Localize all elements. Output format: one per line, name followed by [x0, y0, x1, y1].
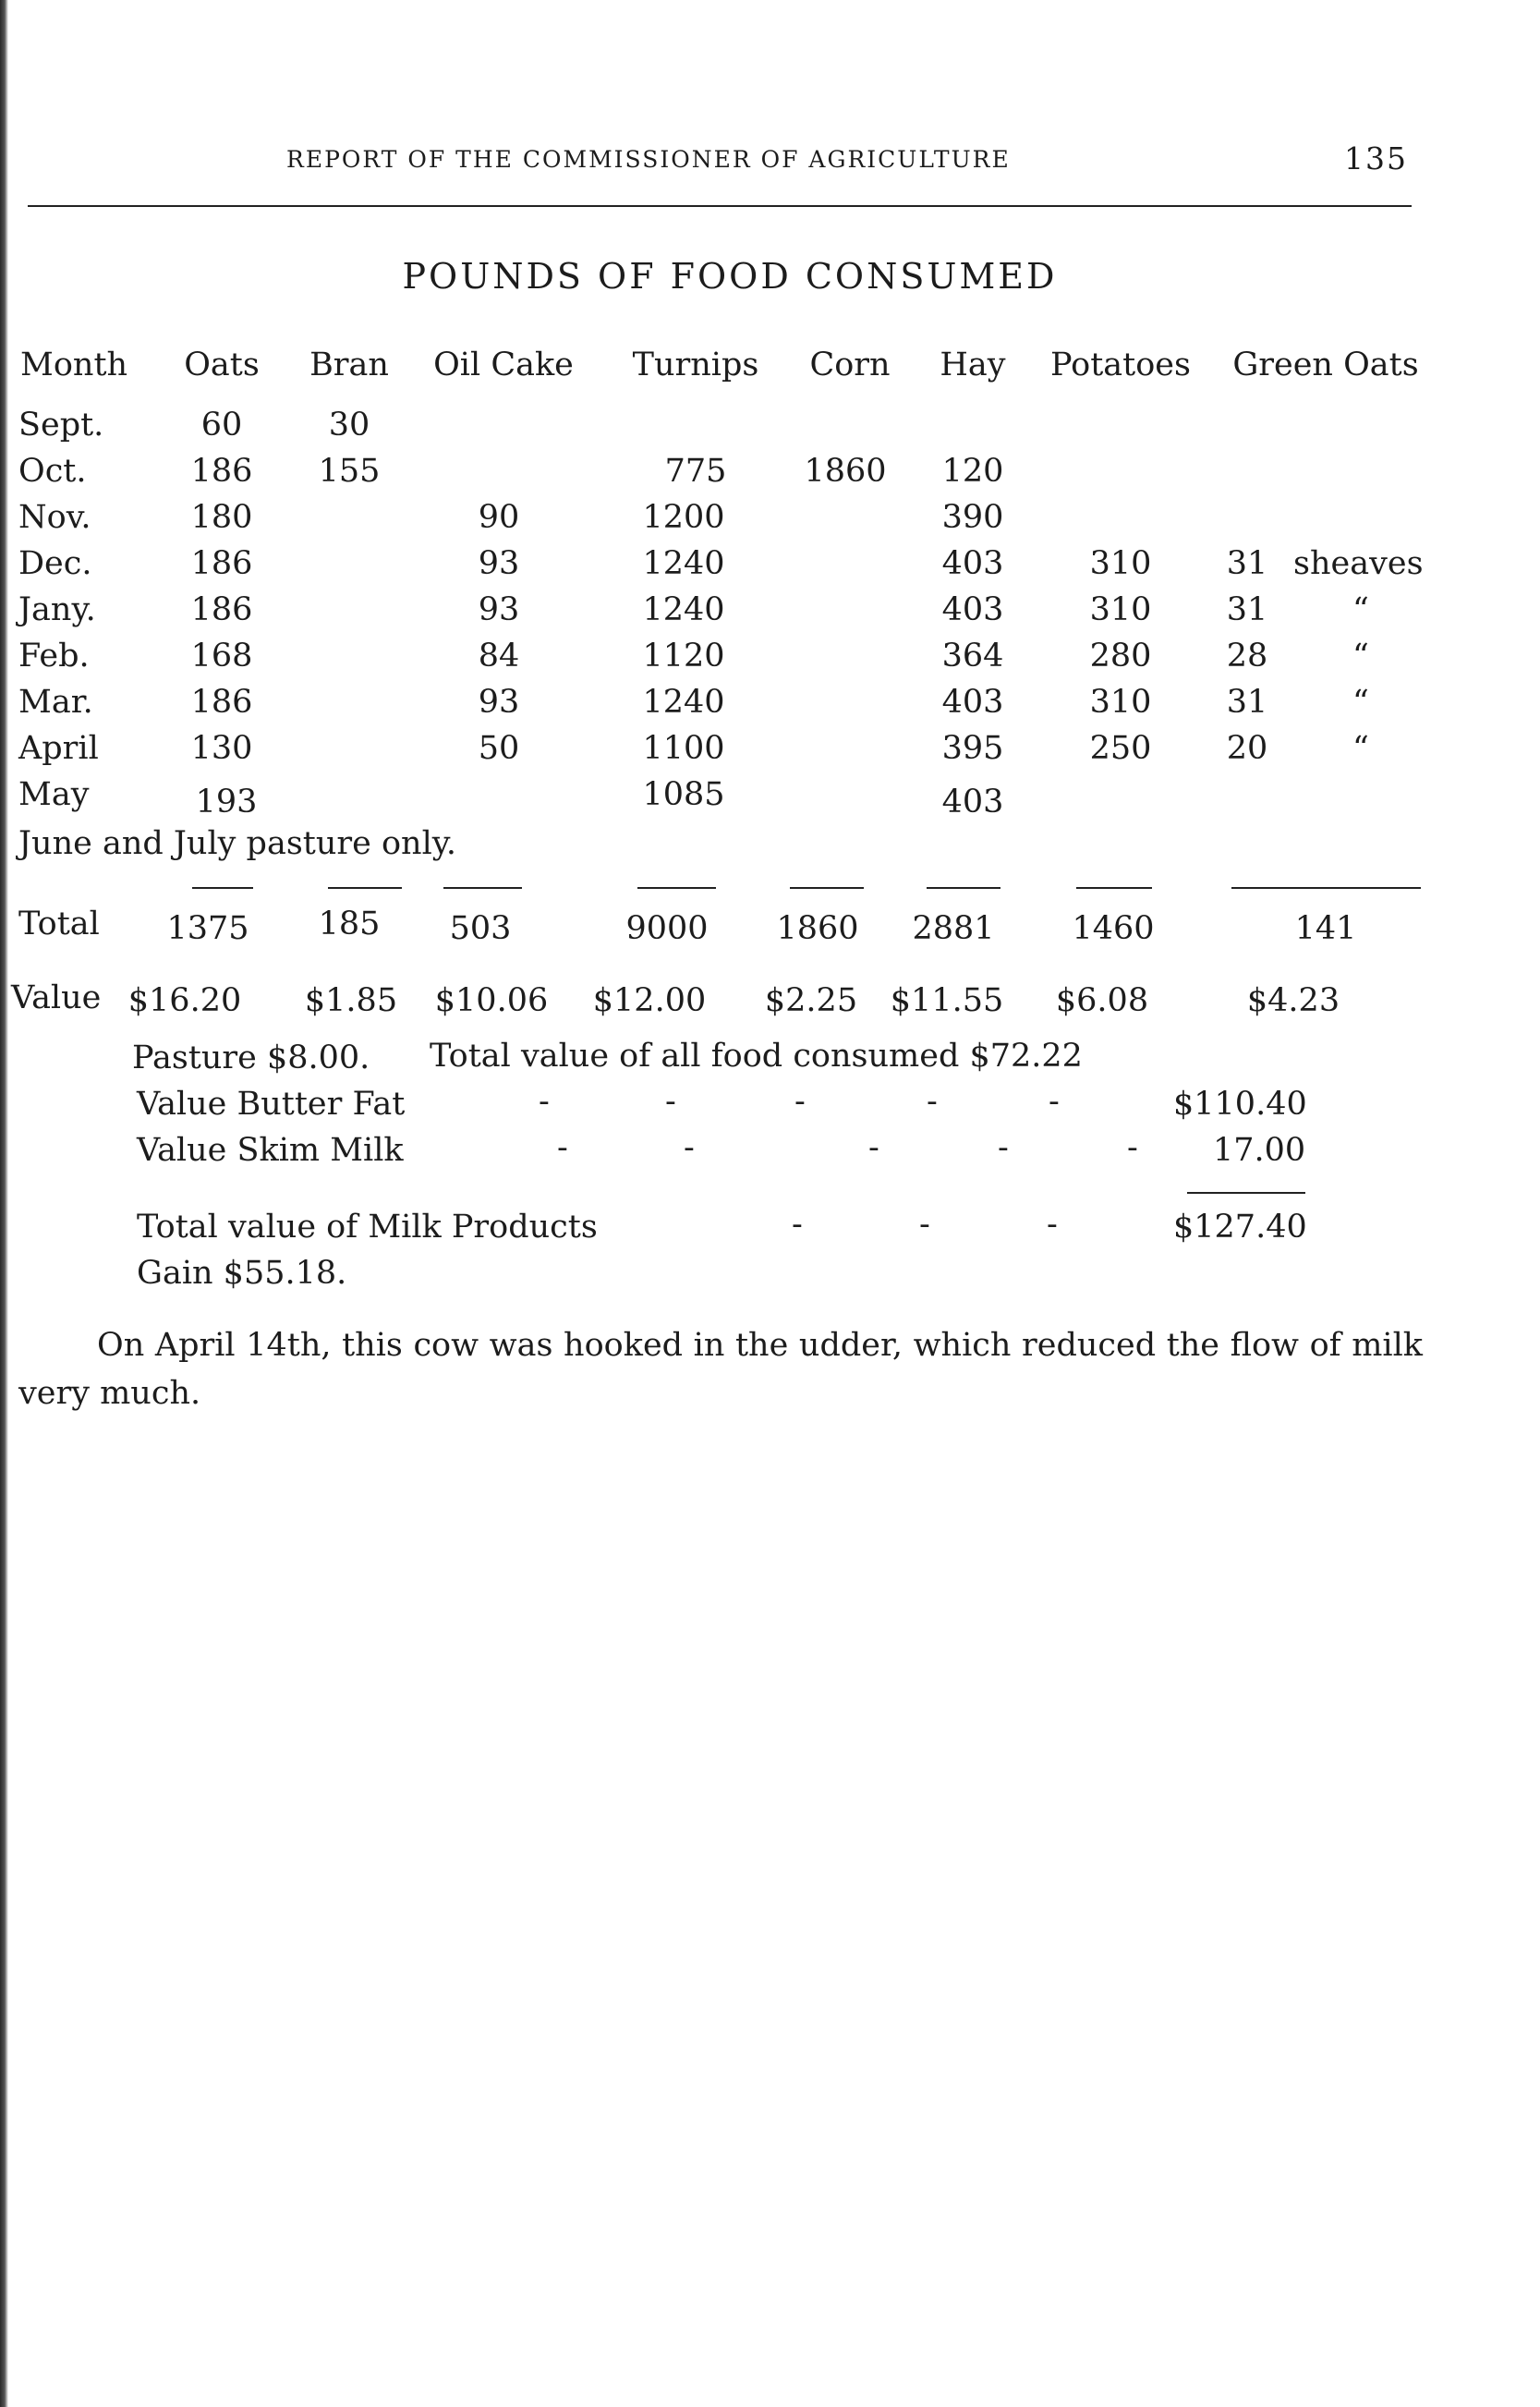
total-food-line: Total value of all food consumed $72.22 [430, 1038, 1083, 1075]
value-hay: $11.55 [890, 982, 1004, 1019]
column-header-turnips: Turnips [632, 346, 759, 383]
cell-oats: 180 [190, 499, 253, 536]
row-label-jany: Jany. [18, 591, 96, 628]
cell-turnips: 1120 [642, 638, 725, 675]
ditto-mark: “ [1352, 730, 1369, 767]
value-potatoes: $6.08 [1055, 982, 1149, 1019]
column-header-oil-cake: Oil Cake [433, 346, 574, 383]
cell-oats: 186 [190, 684, 253, 721]
value-green-oats: $4.23 [1246, 982, 1340, 1019]
cell-hay: 364 [941, 638, 1004, 675]
table-title: POUNDS OF FOOD CONSUMED [402, 256, 1058, 297]
cell-turnips: 1240 [642, 684, 725, 721]
total-hay: 2881 [912, 910, 995, 947]
total-oil-cake: 503 [449, 910, 512, 947]
cell-turnips: 1240 [642, 545, 725, 582]
cell-green-oats: 31 [1226, 591, 1268, 628]
cell-turnips: 1085 [642, 776, 725, 813]
cell-bran: 155 [318, 453, 381, 490]
cell-oats: 60 [200, 407, 243, 444]
cell-oil-cake: 93 [478, 545, 520, 582]
total-rule [637, 887, 716, 889]
value-oats: $16.20 [127, 982, 242, 1019]
sum-rule [1187, 1192, 1305, 1194]
column-header-hay: Hay [940, 346, 1006, 383]
leader-dash: - [792, 1206, 803, 1243]
column-header-potatoes: Potatoes [1050, 346, 1191, 383]
leader-dash: - [919, 1206, 930, 1243]
row-label-april: April [18, 730, 99, 767]
cell-oats: 130 [190, 730, 253, 767]
leader-dash: - [1049, 1083, 1060, 1120]
cell-green-oats: 31 [1226, 684, 1268, 721]
leader-dash: - [998, 1129, 1009, 1166]
row-label-sept: Sept. [18, 407, 104, 444]
gain-line: Gain $55.18. [137, 1255, 347, 1292]
value-corn: $2.25 [764, 982, 858, 1019]
butter-fat-value: $110.40 [1173, 1086, 1307, 1123]
total-rule [790, 887, 864, 889]
cell-oats: 168 [190, 638, 253, 675]
cell-potatoes: 280 [1089, 638, 1152, 675]
cell-potatoes: 310 [1089, 591, 1152, 628]
cell-turnips: 1200 [642, 499, 725, 536]
cell-hay: 403 [941, 784, 1004, 821]
cell-oil-cake: 93 [478, 591, 520, 628]
column-header-month: Month [20, 346, 128, 383]
total-bran: 185 [318, 906, 381, 942]
column-header-green-oats: Green Oats [1232, 346, 1419, 383]
cell-green-oats: 31 [1226, 545, 1268, 582]
cell-bran: 30 [328, 407, 370, 444]
butter-fat-label: Value Butter Fat [137, 1086, 406, 1123]
june-july-note: June and July pasture only. [18, 825, 457, 862]
total-green-oats: 141 [1294, 910, 1357, 947]
pasture-line: Pasture $8.00. [132, 1039, 370, 1076]
cell-oil-cake: 90 [478, 499, 520, 536]
total-oats: 1375 [166, 910, 249, 947]
total-corn: 1860 [776, 910, 859, 947]
ditto-mark: “ [1352, 591, 1369, 628]
cell-oil-cake: 93 [478, 684, 520, 721]
total-rule [1076, 887, 1152, 889]
total-rule [192, 887, 253, 889]
value-turnips: $12.00 [592, 982, 707, 1019]
column-header-corn: Corn [809, 346, 891, 383]
ditto-mark: “ [1352, 638, 1369, 675]
leader-dash: - [927, 1083, 938, 1120]
cell-hay: 390 [941, 499, 1004, 536]
row-label-oct: Oct. [18, 453, 87, 490]
ditto-mark: “ [1352, 684, 1369, 721]
leader-dash: - [665, 1083, 676, 1120]
cell-hay: 395 [941, 730, 1004, 767]
row-label-nov: Nov. [18, 499, 91, 536]
cell-potatoes: 250 [1089, 730, 1152, 767]
page-number: 135 [1344, 140, 1408, 176]
total-potatoes: 1460 [1072, 910, 1155, 947]
leader-dash: - [868, 1129, 879, 1166]
note-paragraph: On April 14th, this cow was hooked in the udder, which reduced the flow of milk very much. [18, 1327, 1423, 1412]
value-oil-cake: $10.06 [434, 982, 549, 1019]
row-label-mar: Mar. [18, 684, 93, 721]
cell-oats: 186 [190, 453, 253, 490]
milk-products-value: $127.40 [1173, 1209, 1307, 1246]
row-label-value: Value [11, 979, 102, 1016]
row-label-total: Total [18, 906, 100, 942]
value-bran: $1.85 [304, 982, 398, 1019]
cell-potatoes: 310 [1089, 545, 1152, 582]
total-rule [1231, 887, 1421, 889]
cell-corn: 1860 [804, 453, 887, 490]
cell-turnips: 775 [664, 453, 727, 490]
cell-oats: 186 [190, 545, 253, 582]
total-rule [443, 887, 522, 889]
column-header-oats: Oats [184, 346, 260, 383]
cell-turnips: 1240 [642, 591, 725, 628]
leader-dash: - [539, 1083, 550, 1120]
cell-turnips: 1100 [642, 730, 725, 767]
cell-oil-cake: 50 [478, 730, 520, 767]
cell-potatoes: 310 [1089, 684, 1152, 721]
cell-hay: 120 [941, 453, 1004, 490]
running-head: REPORT OF THE COMMISSIONER OF AGRICULTURE [286, 146, 1011, 173]
column-header-bran: Bran [309, 346, 389, 383]
leader-dash: - [794, 1083, 806, 1120]
leader-dash: - [557, 1129, 568, 1166]
leader-dash: - [1127, 1129, 1138, 1166]
row-label-may: May [18, 776, 90, 813]
cell-oats: 186 [190, 591, 253, 628]
leader-dash: - [684, 1129, 695, 1166]
milk-products-label: Total value of Milk Products [137, 1209, 598, 1246]
total-rule [328, 887, 402, 889]
row-label-feb: Feb. [18, 638, 90, 675]
cell-green-oats: 28 [1226, 638, 1268, 675]
skim-milk-label: Value Skim Milk [137, 1132, 404, 1169]
total-rule [927, 887, 1000, 889]
cell-hay: 403 [941, 684, 1004, 721]
cell-green-oats: 20 [1226, 730, 1268, 767]
row-label-dec: Dec. [18, 545, 92, 582]
leader-dash: - [1047, 1206, 1058, 1243]
skim-milk-value: 17.00 [1213, 1132, 1306, 1169]
cell-oats: 193 [195, 784, 258, 821]
cell-green-oats-unit: sheaves [1293, 545, 1424, 582]
cell-oil-cake: 84 [478, 638, 520, 675]
cell-hay: 403 [941, 545, 1004, 582]
cell-hay: 403 [941, 591, 1004, 628]
total-turnips: 9000 [625, 910, 709, 947]
